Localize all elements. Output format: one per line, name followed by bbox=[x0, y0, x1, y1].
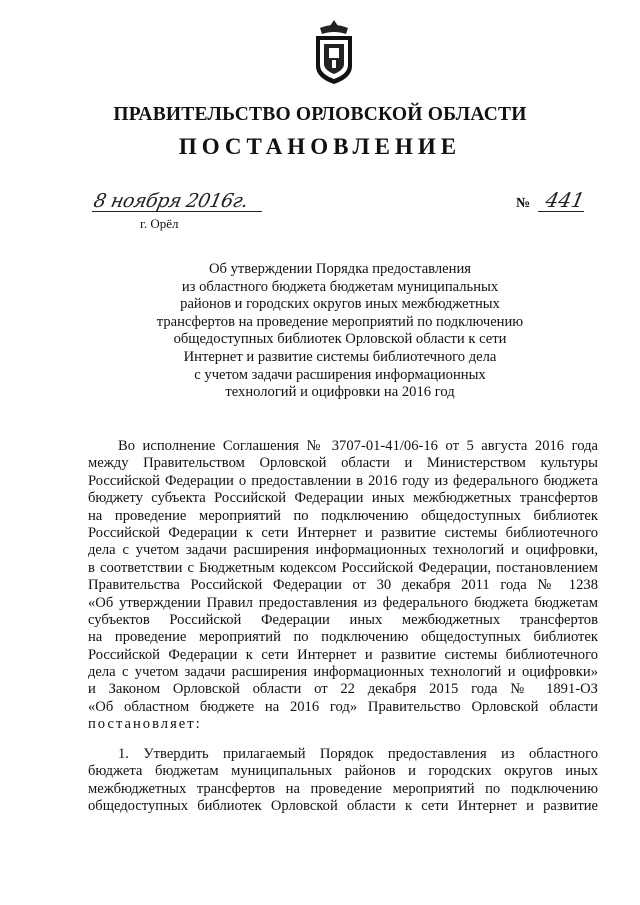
preamble-line: на проведение мероприятий по подключению общедоступных библиотек bbox=[88, 629, 598, 646]
preamble-paragraph bbox=[88, 438, 598, 734]
preamble-line: субъектов Российской Федерации иных межбюджетных трансфертов bbox=[88, 611, 598, 628]
subject-line: Интернет и развитие системы библиотечного дела bbox=[183, 348, 497, 365]
preamble-line: Российской Федерации о предоставлении в 2016 году из федерального бюджета bbox=[88, 472, 598, 489]
preamble-line: Российской Федерации к сети Интернет и развитие системы библиотечного bbox=[88, 524, 598, 541]
item-1-line: 1. Утвердить прилагаемый Порядок предоставления из областного bbox=[118, 746, 598, 762]
subject-line: технологий и оцифровки на 2016 год bbox=[225, 384, 455, 401]
resolves-word: постановляет: bbox=[88, 716, 202, 733]
preamble-line: Во исполнение Соглашения № 3707-01-41/06-16 от 5 августа 2016 года bbox=[118, 438, 598, 454]
number-label: № bbox=[516, 196, 531, 211]
item-1-line: общедоступных библиотек Орловской области к сети Интернет и развитие bbox=[88, 798, 598, 815]
handwritten-date: 8 ноября 2016г. bbox=[91, 190, 250, 212]
preamble-line: бюджету субъекта Российской Федерации иных межбюджетных трансфертов bbox=[88, 490, 598, 507]
item-1-paragraph bbox=[88, 746, 598, 816]
number-underline bbox=[538, 211, 584, 212]
subject-line: из областного бюджета бюджетам муниципальных bbox=[181, 278, 499, 295]
handwritten-number: 441 bbox=[543, 188, 587, 212]
preamble-line: дела с учетом задачи расширения информационных технологий и оцифровки» bbox=[88, 664, 598, 681]
document-subject bbox=[110, 261, 570, 402]
preamble-line: и Законом Орловской области от 22 декабря 2015 года № 1891-ОЗ bbox=[88, 681, 598, 698]
document-type-title: ПОСТАНОВЛЕНИЕ bbox=[178, 134, 462, 159]
item-1-line: бюджета бюджетам муниципальных районов и городских округов иных bbox=[88, 763, 598, 780]
government-title: ПРАВИТЕЛЬСТВО ОРЛОВСКОЙ ОБЛАСТИ bbox=[113, 104, 527, 125]
subject-line: трансфертов на проведение мероприятий по подключению bbox=[156, 313, 524, 330]
orel-coat-of-arms-icon bbox=[312, 18, 356, 86]
preamble-line: Российской Федерации к сети Интернет и развитие системы библиотечного bbox=[88, 646, 598, 663]
subject-line: общедоступных библиотек Орловской области к сети bbox=[173, 331, 507, 348]
preamble-line: дела с учетом задачи расширения информационных технологий и оцифровки, bbox=[88, 542, 598, 559]
subject-line: с учетом задачи расширения информационных bbox=[194, 366, 486, 383]
preamble-line: «Об областном бюджете на 2016 год» Правительство Орловской области bbox=[88, 698, 598, 715]
item-1-line: межбюджетных трансфертов на проведение мероприятий по подключению bbox=[88, 780, 598, 797]
preamble-line: между Правительством Орловской области и Министерством культуры bbox=[88, 455, 598, 472]
subject-line: Об утверждении Порядка предоставления bbox=[209, 261, 471, 277]
preamble-line: Правительства Российской Федерации от 30 декабря 2011 года № 1238 bbox=[88, 577, 598, 594]
preamble-line: на проведение мероприятий по подключению общедоступных библиотек bbox=[88, 507, 598, 524]
subject-line: районов и городских округов иных межбюджетных bbox=[180, 296, 500, 313]
preamble-line: в соответствии с Бюджетным кодексом Российской Федерации, постановлением bbox=[88, 559, 598, 576]
city-label: г. Орёл bbox=[140, 216, 179, 231]
preamble-line: «Об утверждении Правил предоставления из федерального бюджета бюджетам bbox=[88, 594, 598, 611]
date-underline bbox=[92, 211, 262, 212]
